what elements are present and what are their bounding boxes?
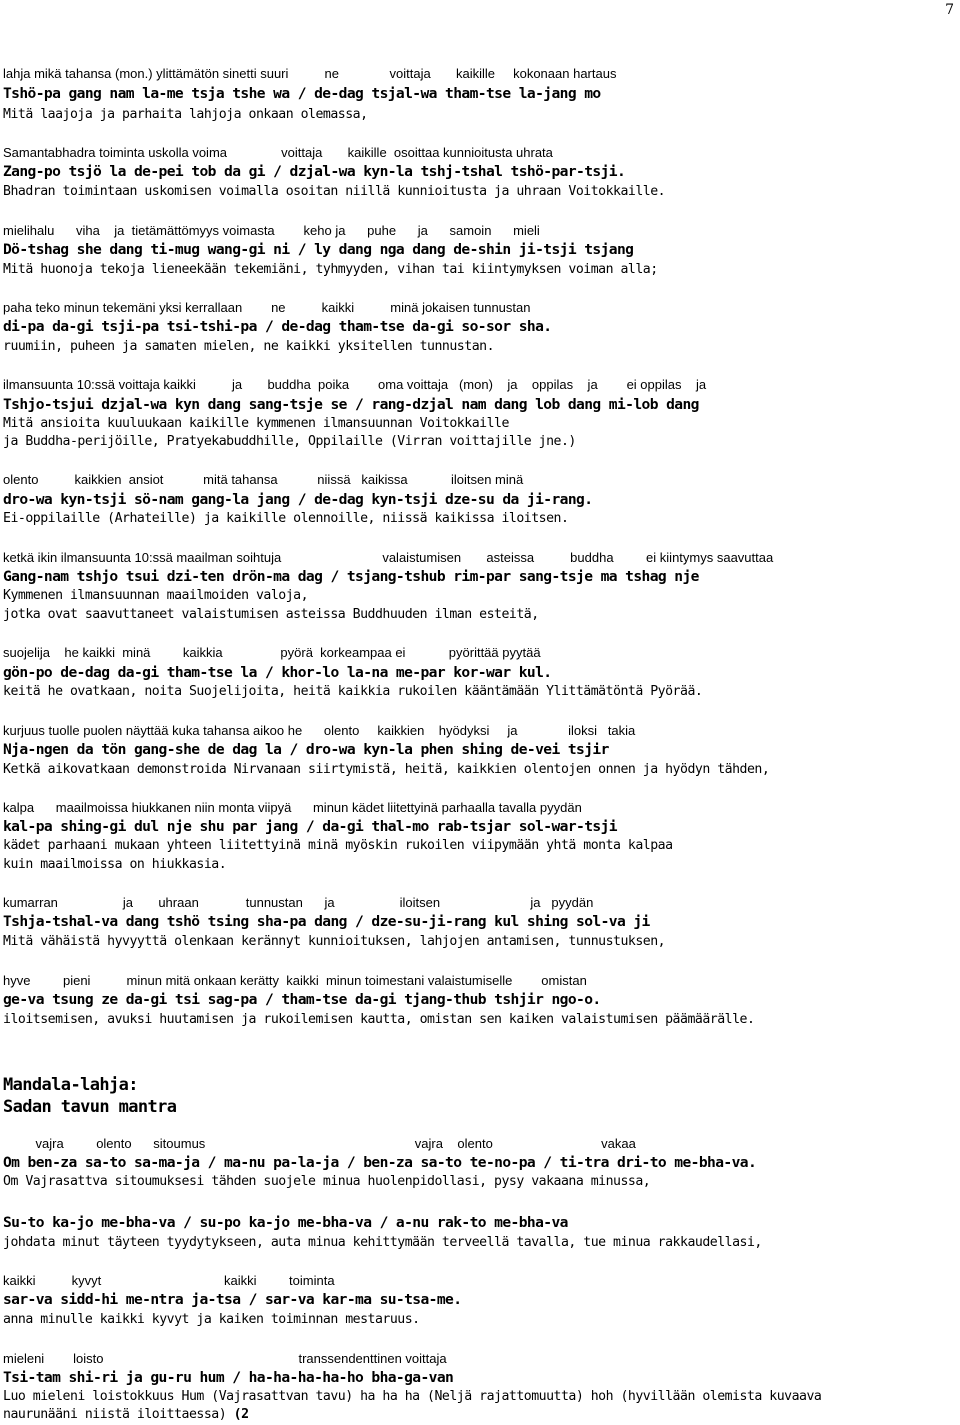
verse-tibetan: Tshja-tshal-va dang tshö tsing sha-pa dang / dze-su-ji-rang kul shing sol-va ji: [3, 913, 650, 930]
verse-gloss: kalpa maailmoissa hiukkanen niin monta viipyä minun kädet liitettyinä parhaalla tavalla pyydän: [3, 800, 582, 815]
verse-tibetan: gön-po de-dag da-gi tham-tse la / khor-lo la-na me-par kor-war kul.: [3, 664, 552, 681]
verse-tibetan: Zang-po tsjö la de-pei tob da gi / dzjal-wa kyn-la tshj-tshal tshö-par-tsji.: [3, 163, 626, 180]
verse-finnish: kuin maailmoissa on hiukkasia.: [3, 857, 227, 872]
verse-gloss: olento kaikkien ansiot mitä tahansa niissä kaikissa iloitsen minä: [3, 472, 524, 487]
mantra-finnish: anna minulle kaikki kyvyt ja kaiken toiminnan mestaruus.: [3, 1312, 420, 1327]
verse-finnish: keitä he ovatkaan, noita Suojelijoita, heitä kaikkia rukoilen kääntämään Ylittämätöntä Pyörää.: [3, 684, 703, 699]
verse-gloss: Samantabhadra toiminta uskolla voima voittaja kaikille osoittaa kunnioitusta uhrata: [3, 145, 553, 160]
mantra-finnish: johdata minut täyteen tyydytykseen, auta minua kehittymään terveellä tavalla, tue minua rakkaudellasi,: [3, 1235, 762, 1250]
verse-gloss: ilmansuunta 10:ssä voittaja kaikki ja buddha poika oma voittaja (mon) ja oppilas ja ei oppilas ja: [3, 377, 707, 392]
mantra-gloss: mieleni loisto transsendenttinen voittaja: [3, 1351, 447, 1366]
mantra-finnish-last: [3, 1406, 249, 1423]
verse-finnish: Ketkä aikovatkaan demonstroida Nirvanaan siirtymistä, heitä, kaikkien olentojen onnen ja hyödyn tähden,: [3, 762, 770, 777]
mantra-tibetan: Su-to ka-jo me-bha-va / su-po ka-jo me-bha-va / a-nu rak-to me-bha-va: [3, 1214, 568, 1231]
verse-gloss: ketkä ikin ilmansuunta 10:ssä maailman soihtuja valaistumisen asteissa buddha ei kiintymys saavuttaa: [3, 550, 774, 565]
verse-finnish: kädet parhaani mukaan yhteen liitettyinä minä myöskin rukoilen viipymään yhtä monta kalpaa: [3, 838, 673, 853]
verse-tibetan: kal-pa shing-gi dul nje shu par jang / da-gi thal-mo rab-tsjar sol-war-tsji: [3, 818, 617, 835]
verse-gloss: lahja mikä tahansa (mon.) ylittämätön sinetti suuri ne voittaja kaikille kokonaan hartaus: [3, 66, 617, 81]
verse-tibetan: ge-va tsung ze da-gi tsi sag-pa / tham-tse da-gi tjang-thub tshjir ngo-o.: [3, 991, 601, 1008]
verse-finnish: Mitä huonoja tekoja lieneekään tekemiäni, tyhmyyden, vihan tai kiintymyksen voiman alla;: [3, 262, 658, 277]
verse-gloss: paha teko minun tekemäni yksi kerrallaan ne kaikki minä jokaisen tunnustan: [3, 300, 531, 315]
mantra-finnish: Luo mieleni loistokkuus Hum (Vajrasattvan tavu) ha ha ha (Neljä rajattomuutta) hoh (hyvillään olemista kuvaava: [3, 1389, 822, 1404]
verse-tibetan: Tshjo-tsjui dzjal-wa kyn dang sang-tsje se / rang-dzjal nam dang lob dang mi-lob dang: [3, 396, 699, 413]
verse-finnish: Kymmenen ilmansuunnan maailmoiden valoja,: [3, 588, 309, 603]
verse-finnish: ruumiin, puheen ja samaten mielen, ne kaikki yksitellen tunnustan.: [3, 339, 495, 354]
verse-finnish: Mitä vähäistä hyvyyttä olenkaan kerännyt kunnioituksen, lahjojen antamisen, tunnustuksen,: [3, 934, 666, 949]
verse-finnish: Mitä ansioita kuuluukaan kaikille kymmenen ilmansuunnan Voitokkaille: [3, 416, 509, 431]
mantra-tibetan: Om ben-za sa-to sa-ma-ja / ma-nu pa-la-ja / ben-za sa-to te-no-pa / ti-tra dri-to me-bha-va.: [3, 1154, 757, 1171]
mantra-finnish-line: naurunääni niistä iloittaessa): [3, 1407, 227, 1422]
verse-gloss: mielihalu viha ja tietämättömyys voimasta keho ja puhe ja samoin mieli: [3, 223, 540, 238]
verse-tibetan: dro-wa kyn-tsji sö-nam gang-la jang / de-dag kyn-tsji dze-su da ji-rang.: [3, 491, 593, 508]
mantra-finnish: Om Vajrasattva sitoumuksesi tähden suojele minua huolenpidollasi, pysy vakaana minussa,: [3, 1174, 651, 1189]
verse-tibetan: Dö-tshag she dang ti-mug wang-gi ni / ly dang nga dang de-shin ji-tsji tsjang: [3, 241, 634, 258]
verse-tibetan: di-pa da-gi tsji-pa tsi-tshi-pa / de-dag tham-tse da-gi so-sor sha.: [3, 318, 552, 335]
verse-tibetan: Gang-nam tshjo tsui dzi-ten drön-ma dag / tsjang-tshub rim-par sang-tsje ma tshag nje: [3, 568, 699, 585]
mantra-gloss: vajra olento sitoumus vajra olento vakaa: [3, 1136, 636, 1151]
verse-gloss: kurjuus tuolle puolen näyttää kuka tahansa aikoo he olento kaikkien hyödyksi ja iloksi takia: [3, 723, 636, 738]
verse-finnish: iloitsemisen, avuksi huutamisen ja rukoilemisen kautta, omistan sen kaiken valaistumisen päämäärälle.: [3, 1012, 755, 1027]
mantra-gloss: kaikki kyvyt kaikki toiminta: [3, 1273, 335, 1288]
verse-finnish: Ei-oppilaille (Arhateille) ja kaikille olennoille, niissä kaikissa iloitsen.: [3, 511, 569, 526]
verse-gloss: suojelija he kaikki minä kaikkia pyörä korkeampaa ei pyörittää pyytää: [3, 645, 541, 660]
verse-tibetan: Nja-ngen da tön gang-she de dag la / dro-wa kyn-la phen shing de-vei tsjir: [3, 741, 609, 758]
mantra-tibetan: Tsi-tam shi-ri ja gu-ru hum / ha-ha-ha-ha-ho bha-ga-van: [3, 1369, 454, 1386]
verse-gloss: hyve pieni minun mitä onkaan kerätty kaikki minun toimestani valaistumiselle omistan: [3, 973, 587, 988]
verse-finnish: Bhadran toimintaan uskomisen voimalla osoitan niillä kunnioitusta ja uhraan Voitokkaille.: [3, 184, 666, 199]
verse-tibetan: Tshö-pa gang nam la-me tsja tshe wa / de-dag tsjal-wa tham-tse la-jang mo: [3, 85, 601, 102]
mantra-tibetan: sar-va sidd-hi me-ntra ja-tsa / sar-va kar-ma su-tsa-me.: [3, 1291, 462, 1308]
page-number: 7: [945, 2, 954, 18]
verse-finnish: jotka ovat saavuttaneet valaistumisen asteissa Buddhuuden ilman esteitä,: [3, 607, 539, 622]
footnote-ref: (2: [233, 1407, 249, 1422]
verse-gloss: kumarran ja uhraan tunnustan ja iloitsen ja pyydän: [3, 895, 594, 910]
verse-finnish: Mitä laajoja ja parhaita lahjoja onkaan olemassa,: [3, 107, 368, 122]
section-subtitle: Sadan tavun mantra: [3, 1097, 177, 1117]
verse-finnish: ja Buddha-perijöille, Pratyekabuddhille, Oppilaille (Virran voittajille jne.): [3, 434, 576, 449]
section-title: Mandala-lahja:: [3, 1075, 138, 1095]
